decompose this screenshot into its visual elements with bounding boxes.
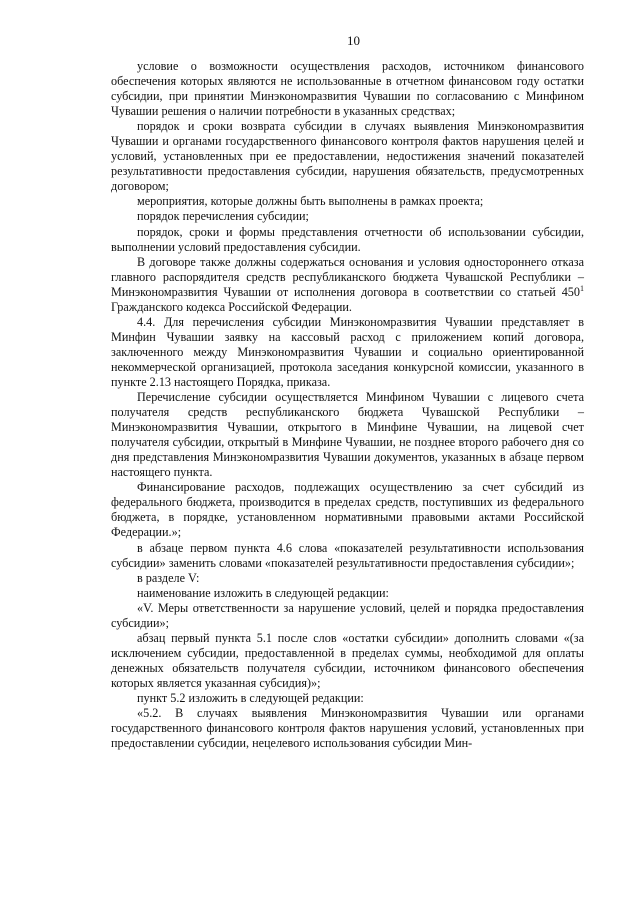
paragraph: пункт 5.2 изложить в следующей редакции: <box>137 690 364 705</box>
page-number: 10 <box>347 33 360 48</box>
paragraph: Финансирование расходов, подлежащих осуществлению за счет субсидий из федерального бюджета, производится в пределах средств, поступивших из федерального бюджета, в порядке, установленном нормативными правовыми актами Российской Федерации.»; <box>111 480 584 540</box>
paragraph: «V. Меры ответственности за нарушение условий, целей и порядка предоставления субсидии»; <box>111 600 584 630</box>
paragraph: абзац первый пункта 5.1 после слов «остатки субсидии» дополнить словами «(за исключением субсидии, предоставленной в пределах суммы, необходимой для оплаты денежных обязательств получателя субсидии, источником финансового обеспечения которых является указанная субсидия)»; <box>111 630 584 690</box>
paragraph: наименование изложить в следующей редакции: <box>137 585 389 600</box>
paragraph: порядок перечисления субсидии; <box>137 209 309 224</box>
paragraph: порядок и сроки возврата субсидии в случаях выявления Минэкономразвития Чувашии и органами государственного финансового контроля фактов нарушения целей и условий, установленных при ее предоставлении, недостижения значений показателей результативности предоставления субсидии, нарушения обязательств, предусмотренных договором; <box>111 119 584 194</box>
paragraph <box>111 255 584 315</box>
paragraph: Перечисление субсидии осуществляется Минфином Чувашии с лицевого счета получателя средств республиканского бюджета Чувашской Республики – Минэкономразвития Чувашии, открытого в Минфине Чувашии, на лицевой счет получателя субсидии, открытый в Минфине Чувашии, не позднее второго рабочего дня со дня представления Минэкономразвития Чувашии документов, указанных в абзаце первом настоящего пункта. <box>111 390 584 480</box>
paragraph: 4.4. Для перечисления субсидии Минэкономразвития Чувашии представляет в Минфин Чувашии заявку на кассовый расход с приложением копий договора, заключенного между Минэкономразвития Чувашии и социально ориентированной некоммерческой организацией, протокола заседания конкурсной комиссии, указанного в пункте 2.13 настоящего Порядка, приказа. <box>111 314 584 389</box>
paragraph: мероприятия, которые должны быть выполнены в рамках проекта; <box>137 194 484 209</box>
paragraph: условие о возможности осуществления расходов, источником финансового обеспечения которых являются не использованные в отчетном финансовом году остатки субсидии, при принятии Минэкономразвития Чувашии по согласованию с Минфином Чувашии решения о наличии потребности в указанных средствах; <box>111 59 584 119</box>
paragraph: порядок, сроки и формы представления отчетности об использовании субсидии, выполнении условий предоставления субсидии. <box>111 224 584 254</box>
paragraph: в разделе V: <box>137 570 200 585</box>
paragraph: в абзаце первом пункта 4.6 слова «показателей результативности использования субсидии» заменить словами «показателей результативности предоставления субсидии»; <box>111 540 584 570</box>
paragraph-text: В договоре также должны содержаться основания и условия одностороннего отказа главного распорядителя средств республиканского бюджета Чувашской Республики – Минэкономразвития Чувашии от исполнения договора в соответствии со статьей 450 <box>111 254 584 299</box>
document-body <box>111 59 584 751</box>
superscript: 1 <box>580 283 584 293</box>
paragraph-text: Гражданского кодекса Российской Федерации. <box>111 299 352 314</box>
paragraph: «5.2. В случаях выявления Минэкономразвития Чувашии или органами государственного финансового контроля фактов нарушения условий, установленных при предоставлении субсидии, нецелевого использования субсидии Мин- <box>111 706 584 751</box>
